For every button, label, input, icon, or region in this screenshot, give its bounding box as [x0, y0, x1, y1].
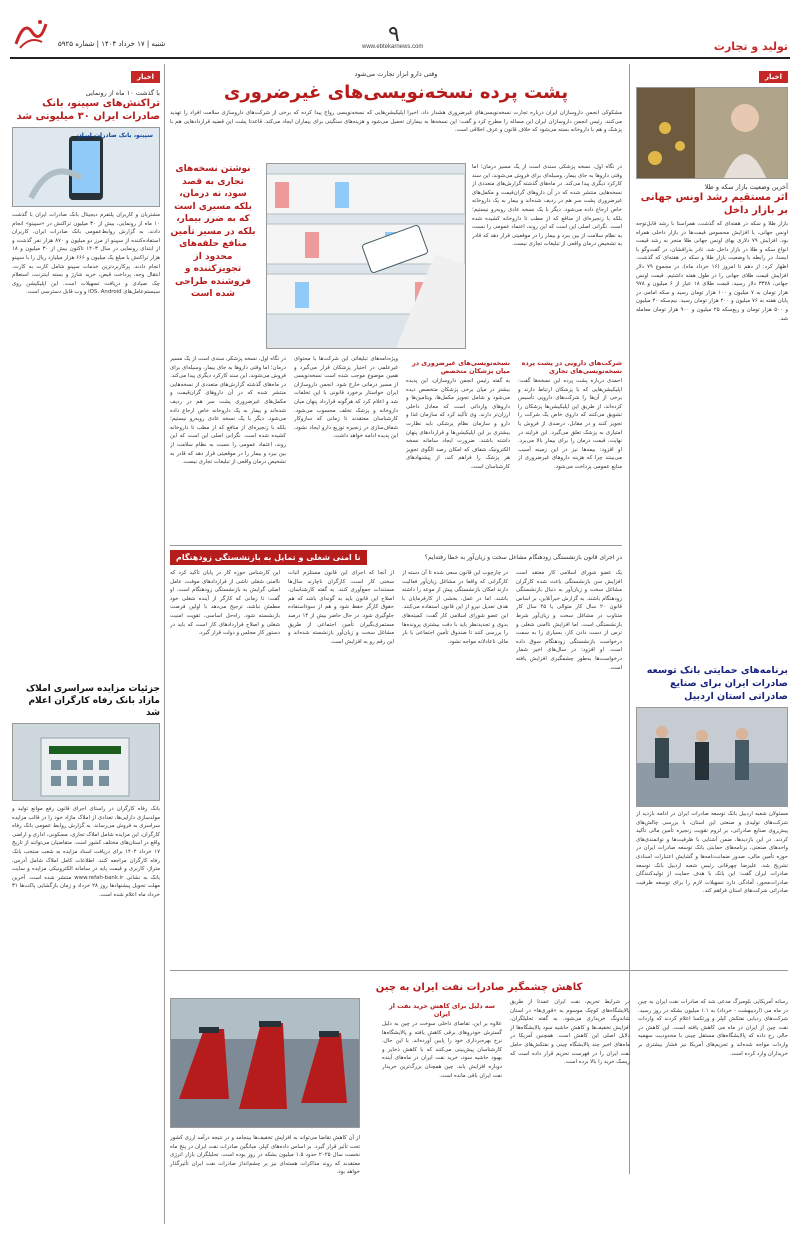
lead-headline[interactable]: پشت پرده نسخه‌نویسی‌های غیرضروری: [223, 82, 569, 103]
section-title: تولید و تجارت: [713, 40, 788, 53]
oil-column: از آن کاهش تقاضا می‌تواند به افزایش تخفیف‌ها بینجامد و در نتیجه درآمد ارزی کشور تحت تأثیر قرار گیرد. بر اساس داده‌های کپلر، میانگین صادرات نفت ایران در پنج ماه نخست سال ۲۰۲۵ حدود ۱.۵ میلیون بشکه در روز بوده است. تحلیلگران بازار انرژی معتقدند که روند مذاکرات هسته‌ای نیز بر چشم‌انداز صادرات نفت ایران تأثیرگذار خواهد بود.: [170, 1135, 360, 1176]
oil-subhead: سه دلیل برای کاهش خرید نفت از ایران: [389, 1002, 495, 1018]
oil-column: در شرایط تحریم، نفت ایران عمدتا از طریق پالایشگاه‌های کوچک موسوم به «قوری‌ها» در استان شاندونگ خریداری می‌شود. به گفته تحلیلگران، افزایش تخفیف‌ها و کاهش حاشیه سود پالایشگاه‌ها از دلایل اصلی این کاهش است. همچنین آمریکا در ماه‌های اخیر چند پالایشگاه چینی و نفتکش‌های حامل نفت ایران را در فهرست تحریم قرار داده است که ریسک خرید را بالا برده است.: [510, 999, 630, 1066]
tanker-photo: [170, 998, 360, 1128]
lead-column: احمدی درباره پشت پرده این نسخه‌ها گفت: اپلیکیشن‌هایی که با پزشکان ارتباط دارند و برخی از آن‌ها را شرکت‌های دارویی تأسیس کرده‌اند، از طریق این اپلیکیشن‌ها پزشکان را تشویق می‌کنند که داروی خاص یک شرکت را تجویز کنند و در مقابل، درصدی از فروش یا امتیازی به پزشک تعلق می‌گیرد. این فرایند در نهایت، قیمت درمان را برای بیمار بالا می‌برد. او افزود: بیمه‌ها نیز در این زمینه آسیب می‌بینند چرا که هزینه داروهای غیرضروری از منابع عمومی پرداخت می‌شود.: [518, 378, 622, 470]
story-body: مشتریان و کاربران پلتفرم دیجیتال بانک صادرات ایران با گذشت ۱۰ ماه از رونمایی، بیش از ۳۰ میلیون تراکنش در «سپینو» انجام دادند. به گزارش روابط‌عمومی بانک صادرات ایران، کاربران استفاده‌کننده از سپینو از مرز دو میلیون و ۸۷۰ هزار نفر گذشت و از ابتدای رونمایی در سال ۱۴۰۳ تاکنون بیش از ۳۰ میلیون و ۱۸ هزار تراکنش با مبلغ یک میلیون و ۶۶۶ هزار میلیارد ریال را با سپینو انجام دادند. پرکاربردترین خدمات سپینو شامل کارت به کارت، انتقال وجه، پرداخت قبض، خرید شارژ و بسته اینترنت، استعلام چک صیادی و دریافت تسهیلات است. این اپلیکیشن روی سیستم‌عامل‌های iOS، Android و وب قابل دسترسی است.: [12, 212, 160, 296]
pension-column: یک عضو شورای اسلامی کار معتقد است افزایش سن بازنشستگی باعث شده کارگران مشاغل سخت و زیان‌آور به دنبال بازنشستگی زودهنگام باشند. به گزارش خبرآنلاین، بر اساس قانون ۲۰ سال کار متوالی یا ۲۵ سال کار متناوب در مشاغل سخت و زیان‌آور شرط بازنشستگی است. اما افزایش ناامنی شغلی و ترس از دست دادن کار، بسیاری را به سمت درخواست بازنشستگی زودهنگام سوق داده است. او افزود: در سال‌های اخیر شمار درخواست‌ها به‌طور چشمگیری افزایش یافته است.: [516, 570, 622, 671]
lead-subhead: شرکت‌های دارویی در پشت پرده نسخه‌نویسی‌های تجاری: [521, 359, 622, 375]
pension-column: از آنجا که اجرای این قانون مستلزم اثبات سختی کار است، کارگران ناچارند سال‌ها مستندات جمع‌آوری کنند. به گفته کارشناسان، اصلاح این قانون باید به گونه‌ای باشد که هم حقوق کارگر حفظ شود و هم از سوءاستفاده جلوگیری شود. در حال حاضر بیش از ۱۴ درصد مستمری‌بگیران تأمین اجتماعی از طریق مشاغل سخت و زیان‌آور بازنشسته شده‌اند و این رقم رو به افزایش است.: [288, 570, 394, 645]
story-headline[interactable]: جزئیات مزایده سراسری املاک مازاد بانک رفاه کارگران اعلام شد: [25, 684, 160, 718]
story-body: بانک رفاه کارگران در راستای اجرای قانون رفع موانع تولید و مولدسازی دارایی‌ها، تعدادی از املاک مازاد خود را در قالب مزایده سراسری به فروش می‌رساند. به گزارش روابط عمومی بانک رفاه کارگران، این مزایده شامل املاک تجاری، مسکونی، اداری و اراضی واقع در استان‌های مختلف کشور است. متقاضیان می‌توانند از تاریخ ۱۷ خرداد ۱۴۰۴ برای دریافت اسناد مزایده به شعب منتخب بانک رفاه کارگران مراجعه کنند. اطلاعات کامل املاک شامل آدرس، متراژ، کاربری و قیمت پایه در سامانه الکترونیکی مزایده و سایت بانک به نشانی www.refah-bank.ir منتشر شده است. آخرین مهلت تحویل پیشنهادها روز ۲۸ خرداد و زمان بازگشایی پاکت‌ها ۳۱ خرداد ماه اعلام شده است.: [12, 806, 160, 898]
lead-column: در نگاه اول، نسخه پزشکی سندی است از یک مسیر درمان؛ اما وقتی داروها به جای بیمار، وسیله‌ای برای فروش می‌شوند، این سند کارکرد دیگری پیدا می‌کند. در ماه‌های گذشته گزارش‌های متعددی از نسخه‌هایی منتشر شده که در آن داروهای گران‌قیمت و مکمل‌های غیرضروری پشت سر هم در ردیف شده‌اند و بیمار به یک داروخانه خاص ارجاع داده می‌شود. دیگر با یک نسخه عادی روبه‌رو نیستیم؛ بلکه با زنجیره‌ای از منافع که از مطب تا داروخانه کشیده شده است. نگرانی اصلی این است که این روند، اعتماد عمومی را نسبت به نظام سلامت از بین ببرد و بیمار را در موقعیتی قرار دهد که قادر به تشخیص درمان واقعی از تبلیغات تجاری نیست.: [472, 164, 622, 248]
photo-caption: سپینو، بانک صادرات ایران: [76, 132, 153, 139]
lead-text-columns: [170, 355, 622, 539]
lead-column: ویژه‌نامه‌های تبلیغاتی این شرکت‌ها با محتوای غیرعلمی در اختیار پزشکان قرار می‌گیرد و همین موضوع موجب شده است نسخه‌نویسی از مسیر درمانی خارج شود. انجمن داروسازان ایران خواستار برخورد قانونی با این تخلفات شد و اعلام کرد که هرگونه قرارداد پنهان میان داروخانه و پزشک تخلف محسوب می‌شود. کارشناسان معتقدند تا زمانی که سازوکار شفاف‌سازی در زنجیره توزیع دارو ایجاد نشود، این پدیده ادامه خواهد داشت.: [294, 356, 398, 440]
sepino-app-photo: [12, 127, 160, 207]
newspaper-logo: [10, 14, 50, 54]
lead-summary: مشکوکی انجمن داروسازان ایران درباره تجارت نسخه‌نویسی‌های غیرضروری هشدار داد. اخیرا اپلیکیشن‌هایی که نسخه‌نویسی رواج پیدا کرده که برخی از شرکت‌های داروسازی سلامت افراد را تهدید می‌کنند. رئیس انجمن داروسازان ایران این مساله را مطرح کرد و گفت: این نسخه‌ها به بیماران تحمیل می‌شود و هزینه‌های سنگینی برای بیماران ایجاد می‌کند. قاعدتا پشت این قضیه قراردادهایی هم با پزشک و هم با داروخانه بسته می‌شود که خلاف قانون و عرف اخلاقی است.: [170, 110, 622, 134]
pension-column: این کارشناس حوزه کار در پایان تأکید کرد که ناامنی شغلی ناشی از قراردادهای موقت، عامل اصلی گرایش به بازنشستگی زودهنگام است. او گفت: تا زمانی که کارگر از آینده شغلی خود مطمئن نباشد، ترجیح می‌دهد با اولین فرصت بازنشسته شود. راه‌حل اساسی، تقویت امنیت شغلی و اصلاح قراردادهای کار است که باید در دستور کار مجلس و دولت قرار گیرد.: [170, 570, 280, 637]
page-number: ۹: [388, 22, 400, 47]
website-url[interactable]: www.ebtekarnews.com: [362, 44, 424, 50]
lead-photo-row: [170, 163, 622, 349]
lead-column: در نگاه اول، نسخه پزشکی سندی است از یک مسیر درمان؛ اما وقتی داروها به جای بیمار، وسیله‌ای برای فروش می‌شوند، این سند کارکرد دیگری پیدا می‌کند. در ماه‌های گذشته گزارش‌های متعددی از نسخه‌هایی منتشر شده که در آن داروهای گران‌قیمت و مکمل‌های غیرضروری پشت سر هم در ردیف شده‌اند و بیمار به یک داروخانه خاص ارجاع داده می‌شود. دیگر با یک نسخه عادی روبه‌رو نیستیم؛ بلکه با زنجیره‌ای از منافع که از مطب تا داروخانه کشیده شده است. نگرانی اصلی این است که این روند، اعتماد عمومی را نسبت به نظام سلامت از بین ببرد و بیمار را در موقعیتی قرار دهد که قادر به تشخیص درمان واقعی از تبلیغات تجاری نیست.: [170, 356, 286, 466]
story-body: مسئولان شعبه اردبیل بانک توسعه صادرات ایران در ادامه بازدید از شرکت‌های تولیدی و صنعتی این استان، با بررسی چالش‌های پیش‌روی صنایع صادراتی، بر لزوم تقویت زنجیره تأمین مالی تأکید کردند. در این بازدیدها، ضمن آشنایی با ظرفیت‌ها و توانمندی‌های واحدهای صنعتی، برنامه‌های حمایتی بانک توسعه صادرات ایران در حوزه تأمین مالی، صدور ضمانت‌نامه‌ها و گشایش اعتبارات اسنادی تشریح شد. علیرضا چهرقانی رئیس شعبه اردبیل بانک توسعه صادرات ایران گفت: این بانک با هدف حمایت از تولیدکنندگان صادرات‌محور، آمادگی دارد تسهیلات لازم را برای توسعه ظرفیت صادراتی شرکت‌های استان فراهم کند.: [636, 811, 788, 895]
pharmacy-photo: [266, 163, 466, 349]
story-kicker: با گذشت ۱۰ ماه از رونمایی: [85, 89, 160, 97]
story-headline[interactable]: اثر مستقیم رشد اونس جهانی بر بازار داخل: [640, 192, 788, 216]
bank-building-photo: [12, 723, 160, 801]
gold-market-photo: [636, 87, 788, 179]
story-kicker: آخرین وضعیت بازار سکه و طلا: [704, 183, 788, 191]
pension-column: در چارچوب این قانون سعی شده تا آن دسته از کارگرانی که واقعا در مشاغل زیان‌آور فعالیت دارند امکان بازنشستگی پیش از موعد را داشته باشند. اما در عمل، بخشی از کارفرمایان با هدف تعدیل نیرو از این قانون استفاده می‌کنند. این عضو شورای اسلامی کار گفت: کمیته‌های بدوی و تجدیدنظر باید با دقت بیشتری پرونده‌ها را بررسی کنند تا صندوق تأمین اجتماعی با بار مالی ناعادلانه مواجه نشود.: [402, 570, 508, 645]
oil-column: رسانه آمریکایی بلومبرگ مدعی شد که صادرات نفت ایران به چین در ماه می (اردیبهشت - خرداد) به ۱.۱ میلیون بشکه در روز رسید. شرکت‌های ردیابی نفتکش کپلر و ورتکسا اعلام کردند که واردات نفت چین از ایران در ماه می کاهش یافته است. این کاهش در حالی رخ داده که پالایشگاه‌های مستقل چینی با محدودیت سهمیه واردات مواجه شده‌اند و تحریم‌های آمریکا نیز فشار بیشتری بر خریداران وارد کرده است.: [638, 999, 788, 1057]
header-rule: [10, 57, 790, 59]
left-news-column: [12, 64, 160, 1224]
factory-visit-photo: [636, 707, 788, 807]
lead-kicker: وقتی دارو ابزار تجارت می‌شود: [354, 70, 438, 78]
lead-subhead: نسخه‌نویسی‌های غیرضروری در میان پزشکان متخصص: [412, 359, 510, 375]
news-label: اخبار: [759, 71, 788, 83]
page-header: [0, 0, 800, 62]
pension-article: [170, 545, 622, 893]
story-body: بازار طلا و سکه در هفته‌ای که گذشت، همراستا با رشد قابل‌توجه اونس جهانی، با افزایش محسوس قیمت‌ها در بازار داخلی همراه بود. افزایش ۷۹ دلاری بهای اونس جهانی طلا منجر به رشد قیمت انواع سکه و طلا در بازار داخل شد. نادر بذرافشان، در گفت‌وگو با ایسنا، در رابطه با وضعیت بازار طلا و سکه در هفته‌ای که گذشت، اظهار کرد: از دهم تا امروز (۱۶ خرداد ماه)، در مجموع ۷۹ دلار افزایش قیمت طلای جهانی را در طول هفته داشتیم. قیمت اونس جهانی، ۳۳۷۸ دلار رسید. قیمت طلای ۱۸ عیار از ۶ میلیون و ۹۷۸ هزار تومان به ۷ میلیون و ۱۰۰ هزار تومان رسید و سکه امامی در پایان هفته به ۷۶ میلیون و ۴۰۰ هزار تومان رسید. نیم‌سکه ۴۰ میلیون و ۵۰۰ هزار تومان و ربع‌سکه ۲۵ میلیون و ۹۰۰ هزار تومان معامله شد.: [636, 221, 788, 322]
news-label: اخبار: [131, 71, 160, 83]
oil-article: [170, 970, 788, 1234]
pull-quote: نوشتن نسخه‌های تجاری به قصد سود، نه درمان، بلکه مسیری است که به ضرر بیمار، بلکه در مسیر تأمین منافع حلقه‌های محدود از تجویزکننده و فروشنده طراحی شده است: [170, 164, 256, 299]
story-headline[interactable]: تراکنش‌های سپینو، بانک صادرات ایران ۳۰ میلیونی شد: [16, 98, 160, 122]
oil-column: علاوه بر این، تقاضای داخلی سوخت در چین به دلیل گسترش خودروهای برقی کاهش یافته و پالایشگاه‌ها نرخ بهره‌برداری خود را پایین آورده‌اند. با این حال، کارشناسان پیش‌بینی می‌کنند که با کاهش ذخایر و بهبود حاشیه سود، خرید نفت ایران در ماه‌های آینده دوباره افزایش یابد. چین همچنان بزرگ‌ترین خریدار نفت ایران باقی مانده است.: [382, 1021, 502, 1079]
column-divider: [164, 64, 165, 1224]
story-headline[interactable]: برنامه‌های حمایتی بانک توسعه صادرات ایران برای صنایع صادراتی استان اردبیل: [646, 665, 788, 702]
oil-headline[interactable]: کاهش چشمگیر صادرات نفت ایران به چین: [375, 982, 583, 993]
lead-column: به گفته رئیس انجمن داروسازان، این پدیده بیشتر در میان برخی پزشکان متخصص دیده می‌شود و شامل تجویز مکمل‌ها، ویتامین‌ها و داروهای وارداتی است که معادل داخلی ارزان‌تر دارند. وی تأکید کرد که سازمان غذا و دارو و سازمان نظام پزشکی باید نظارت بیشتری بر این اپلیکیشن‌ها و قراردادهای پنهان داشته باشند. ضرورت ایجاد سامانه نسخه الکترونیک شفاف که امکان رصد الگوی تجویز هر پزشک را فراهم کند، از پیشنهادهای کارشناسان است.: [406, 378, 510, 470]
issue-folio: شنبه | ۱۷ خرداد ۱۴۰۴ | شماره ۵۹۲۵: [58, 40, 166, 48]
pension-kicker: در اجرای قانون بازنشستگی زودهنگام مشاغل سخت و زیان‌آور به خطا رفته‌ایم؟: [424, 554, 622, 561]
pension-headline[interactable]: نا امنی شغلی و تمایل به بازنشستگی زودهنگام: [170, 550, 367, 565]
